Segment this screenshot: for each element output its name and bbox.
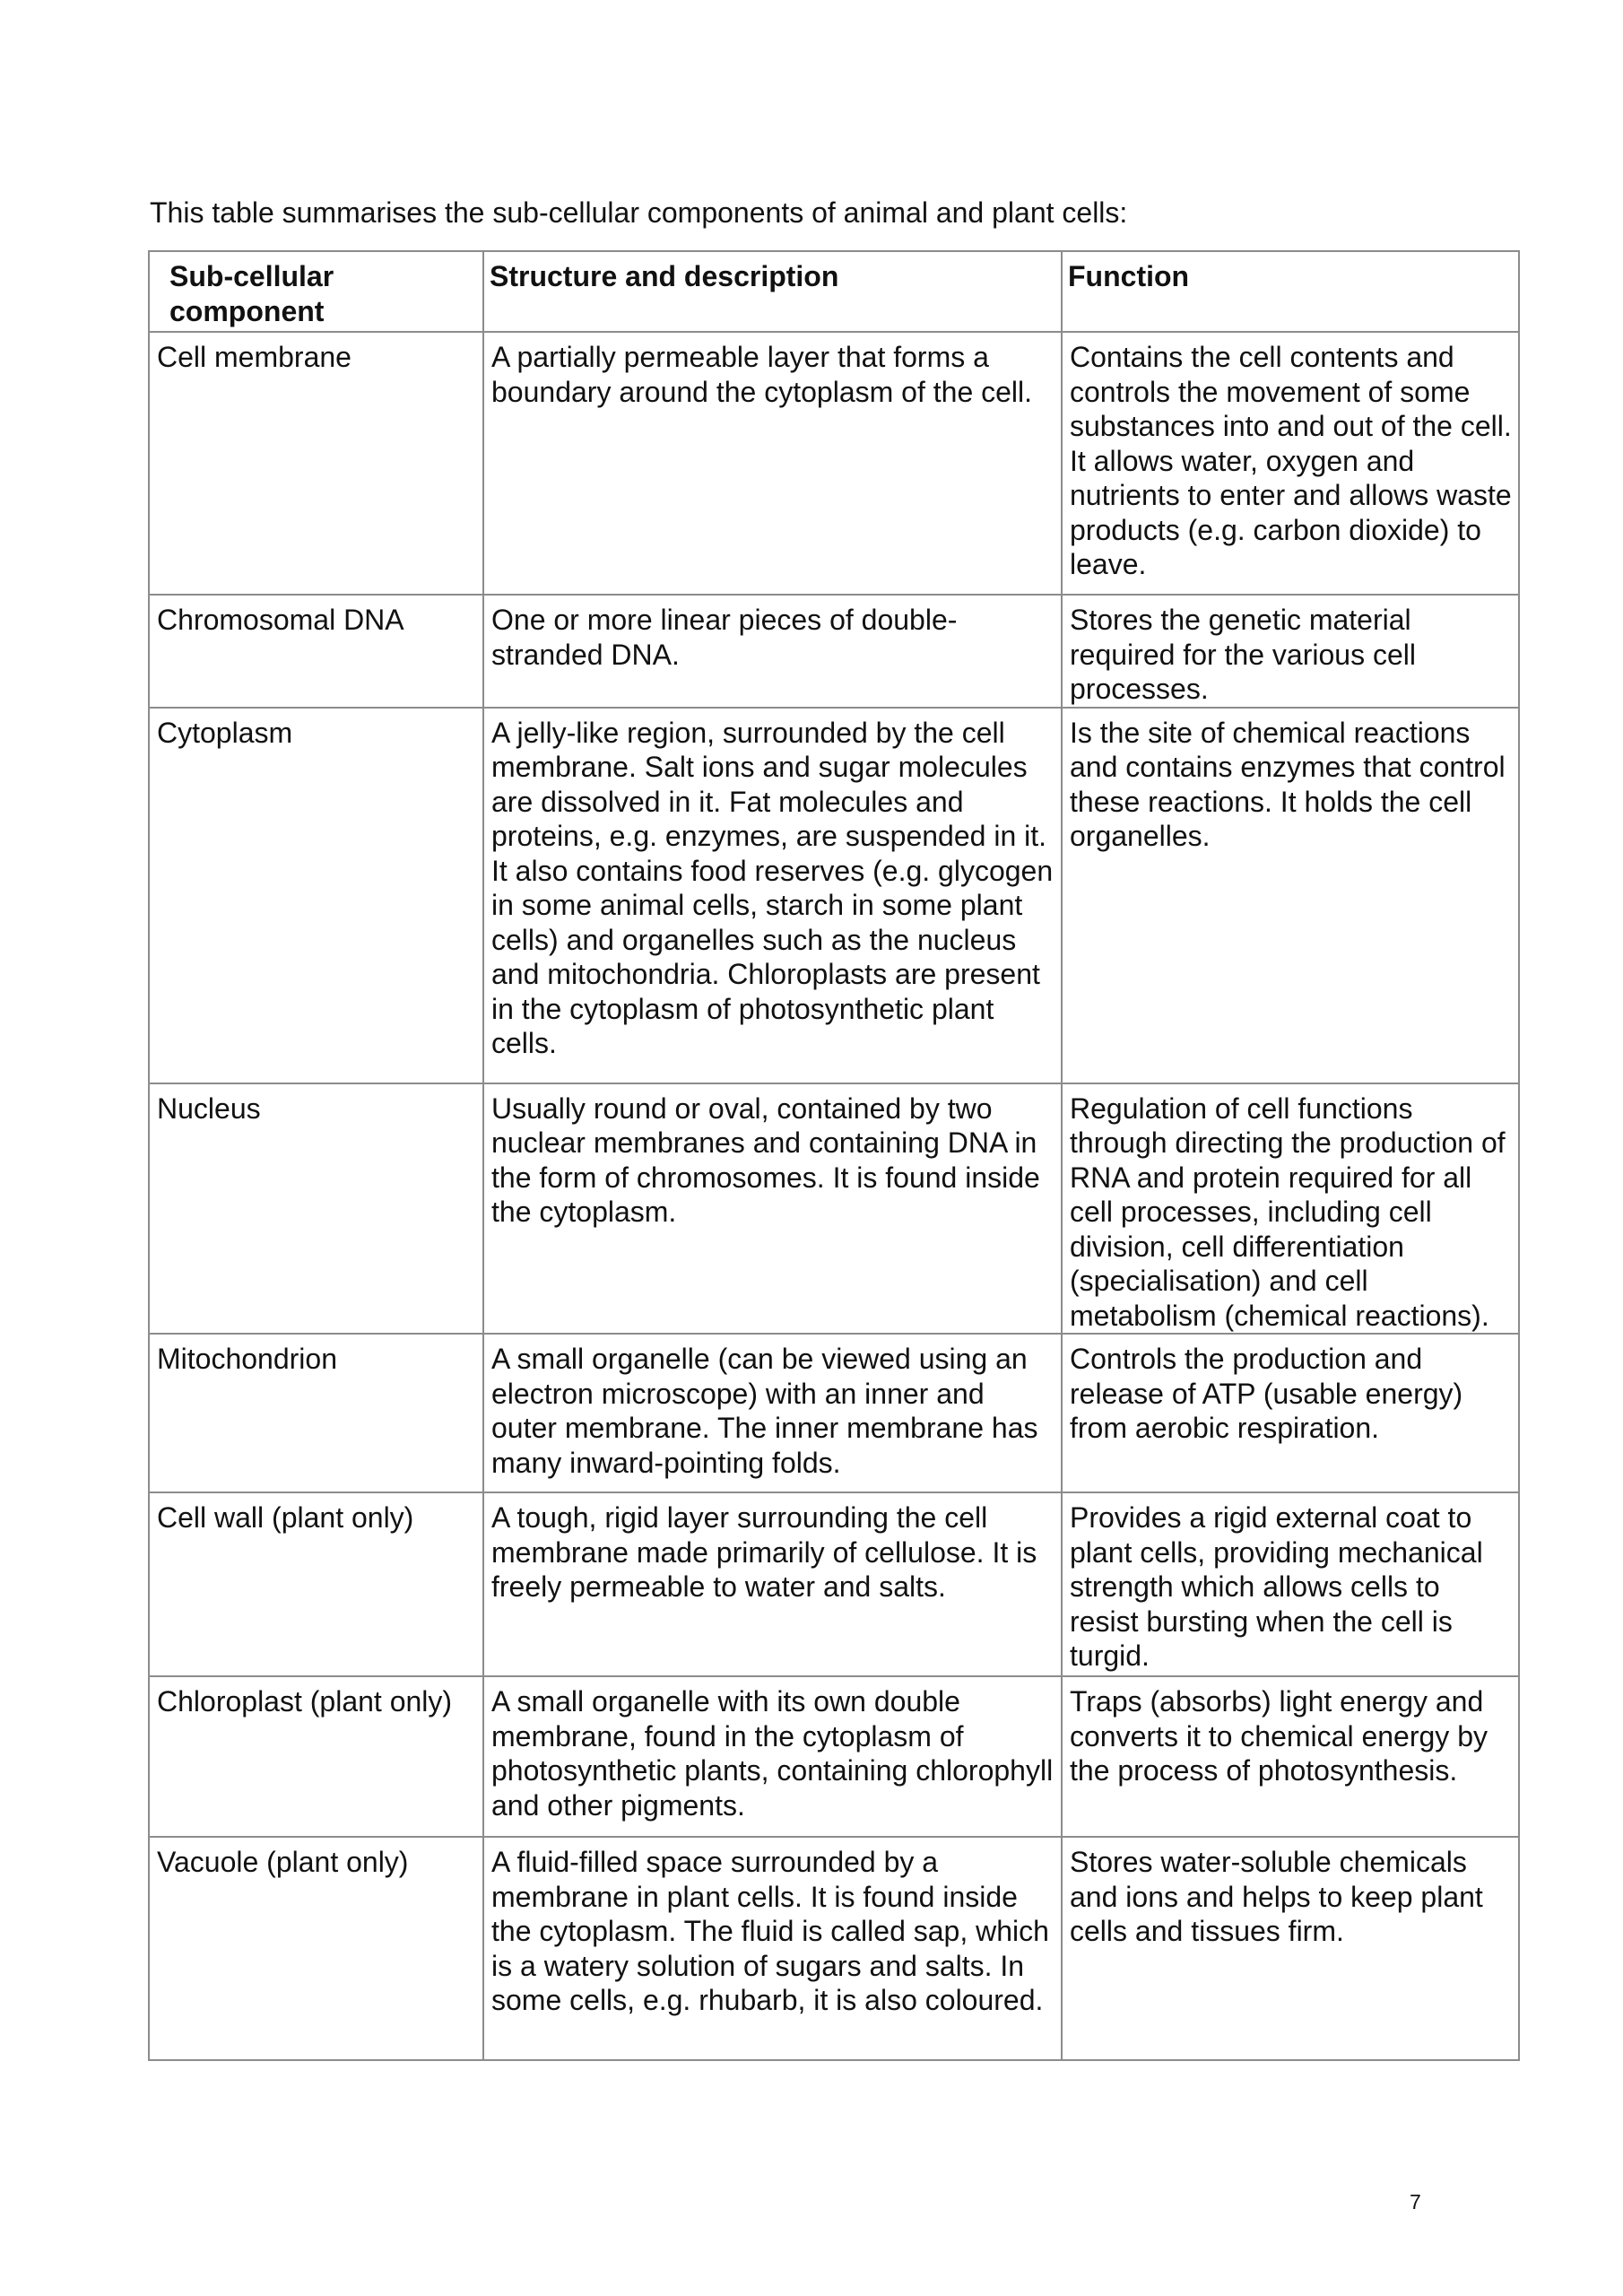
component-cell: Vacuole (plant only)	[149, 1837, 483, 2060]
table-row	[149, 1676, 1519, 1837]
component-cell: Cell membrane	[149, 332, 483, 595]
structure-cell: One or more linear pieces of double-stranded DNA.	[483, 595, 1062, 708]
structure-cell: A small organelle (can be viewed using an electron microscope) with an inner and outer membrane. The inner membrane has many inward-pointing folds.	[483, 1334, 1062, 1492]
table-row	[149, 1083, 1519, 1335]
header-function: Function	[1062, 251, 1519, 332]
page-number: 7	[1410, 2190, 1421, 2213]
function-cell: Traps (absorbs) light energy and converts it to chemical energy by the process of photosynthesis.	[1062, 1676, 1519, 1837]
function-cell: Controls the production and release of ATP (usable energy) from aerobic respiration.	[1062, 1334, 1519, 1492]
table-row	[149, 595, 1519, 708]
cell-components-table	[148, 250, 1520, 2061]
function-cell: Provides a rigid external coat to plant cells, providing mechanical strength which allows cells to resist bursting when the cell is turgid.	[1062, 1492, 1519, 1676]
function-cell: Stores water-soluble chemicals and ions and helps to keep plant cells and tissues firm.	[1062, 1837, 1519, 2060]
table-row	[149, 1837, 1519, 2060]
component-cell: Mitochondrion	[149, 1334, 483, 1492]
function-cell: Regulation of cell functions through directing the production of RNA and protein required for all cell processes, including cell division, cell differentiation (specialisation) and cell metabolism (chemical reactions).	[1062, 1083, 1519, 1335]
header-structure: Structure and description	[483, 251, 1062, 332]
intro-text: This table summarises the sub-cellular components of animal and plant cells:	[150, 196, 1128, 229]
table-row	[149, 708, 1519, 1083]
function-cell: Stores the genetic material required for the various cell processes.	[1062, 595, 1519, 708]
structure-cell: Usually round or oval, contained by two nuclear membranes and containing DNA in the form of chromosomes. It is found inside the cytoplasm.	[483, 1083, 1062, 1335]
component-cell: Chromosomal DNA	[149, 595, 483, 708]
structure-cell: A jelly-like region, surrounded by the cell membrane. Salt ions and sugar molecules are dissolved in it. Fat molecules and proteins, e.g. enzymes, are suspended in it. It also contains food reserves (e.g. glycogen in some animal cells, starch in some plant cells) and organelles such as the nucleus and mitochondria. Chloroplasts are present in the cytoplasm of photosynthetic plant cells.	[483, 708, 1062, 1083]
structure-cell: A partially permeable layer that forms a boundary around the cytoplasm of the cell.	[483, 332, 1062, 595]
structure-cell: A fluid-filled space surrounded by a membrane in plant cells. It is found inside the cytoplasm. The fluid is called sap, which is a watery solution of sugars and salts. In some cells, e.g. rhubarb, it is also coloured.	[483, 1837, 1062, 2060]
table-row	[149, 332, 1519, 595]
component-cell: Nucleus	[149, 1083, 483, 1335]
table-row	[149, 1334, 1519, 1492]
component-cell: Cell wall (plant only)	[149, 1492, 483, 1676]
function-cell: Is the site of chemical reactions and contains enzymes that control these reactions. It holds the cell organelles.	[1062, 708, 1519, 1083]
table-row	[149, 1492, 1519, 1676]
function-cell: Contains the cell contents and controls the movement of some substances into and out of the cell. It allows water, oxygen and nutrients to enter and allows waste products (e.g. carbon dioxide) to leave.	[1062, 332, 1519, 595]
structure-cell: A tough, rigid layer surrounding the cell membrane made primarily of cellulose. It is freely permeable to water and salts.	[483, 1492, 1062, 1676]
component-cell: Chloroplast (plant only)	[149, 1676, 483, 1837]
header-component: Sub-cellular component	[149, 251, 483, 332]
table-header-row	[149, 251, 1519, 332]
component-cell: Cytoplasm	[149, 708, 483, 1083]
structure-cell: A small organelle with its own double membrane, found in the cytoplasm of photosynthetic plants, containing chlorophyll and other pigments.	[483, 1676, 1062, 1837]
